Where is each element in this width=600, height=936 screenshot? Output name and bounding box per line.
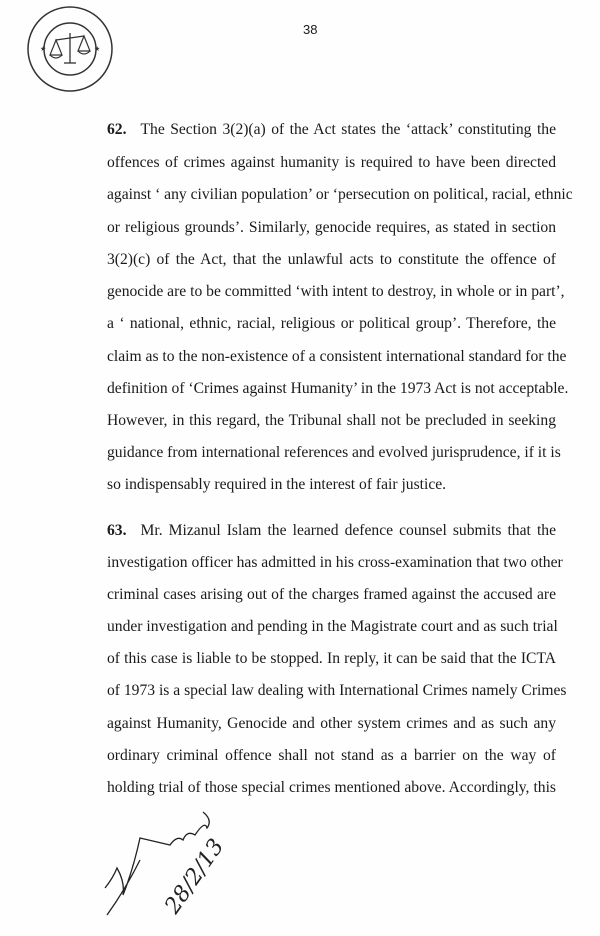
tribunal-seal bbox=[26, 5, 114, 93]
text-line: so indispensably required in the interest of fair justice. bbox=[107, 476, 447, 493]
text-line: guidance from international references and evolved jurisprudence, if it is bbox=[107, 444, 561, 461]
page-number: 38 bbox=[303, 22, 318, 37]
paragraph-number: 63. bbox=[107, 522, 127, 539]
text-line: of 1973 is a special law dealing with International Crimes namely Crimes bbox=[107, 682, 567, 699]
text-line: claim as to the non-existence of a consistent international standard for the bbox=[107, 348, 567, 365]
paragraph-number: 62. bbox=[107, 121, 127, 138]
svg-text:★: ★ bbox=[94, 45, 101, 53]
svg-text:★: ★ bbox=[40, 45, 47, 53]
text-line: investigation officer has admitted in his cross-examination that two other bbox=[107, 554, 563, 571]
text-line: 3(2)(c) of the Act, that the unlawful acts to constitute the offence of bbox=[107, 251, 556, 268]
signature-date: 28/2/13 bbox=[160, 834, 230, 919]
text-line: ordinary criminal offence shall not stand as a barrier on the way of bbox=[107, 747, 556, 764]
text-line: 62. The Section 3(2)(a) of the Act states the ‘attack’ constituting the bbox=[107, 121, 556, 138]
text-line: against Humanity, Genocide and other system crimes and as such any bbox=[107, 715, 556, 732]
text-line: holding trial of those special crimes mentioned above. Accordingly, this bbox=[107, 779, 556, 796]
text-line: against ‘ any civilian population’ or ‘persecution on political, racial, ethnic bbox=[107, 186, 573, 203]
text-line: offences of crimes against humanity is required to have been directed bbox=[107, 154, 556, 171]
handwritten-signature bbox=[95, 790, 245, 920]
text-line: definition of ‘Crimes against Humanity’ in the 1973 Act is not acceptable. bbox=[107, 380, 569, 397]
text-line: 63. Mr. Mizanul Islam the learned defence counsel submits that the bbox=[107, 522, 556, 539]
text-line: genocide are to be committed ‘with intent to destroy, in whole or in part’, bbox=[107, 283, 565, 300]
text-line: or religious grounds’. Similarly, genocide requires, as stated in section bbox=[107, 219, 556, 236]
text-line: However, in this regard, the Tribunal shall not be precluded in seeking bbox=[107, 412, 556, 429]
text-line: criminal cases arising out of the charges framed against the accused are bbox=[107, 586, 556, 603]
text-line: a ‘ national, ethnic, racial, religious or political group’. Therefore, the bbox=[107, 315, 556, 332]
text-line: under investigation and pending in the Magistrate court and as such trial bbox=[107, 618, 558, 635]
text-line: of this case is liable to be stopped. In reply, it can be said that the ICTA bbox=[107, 650, 556, 667]
